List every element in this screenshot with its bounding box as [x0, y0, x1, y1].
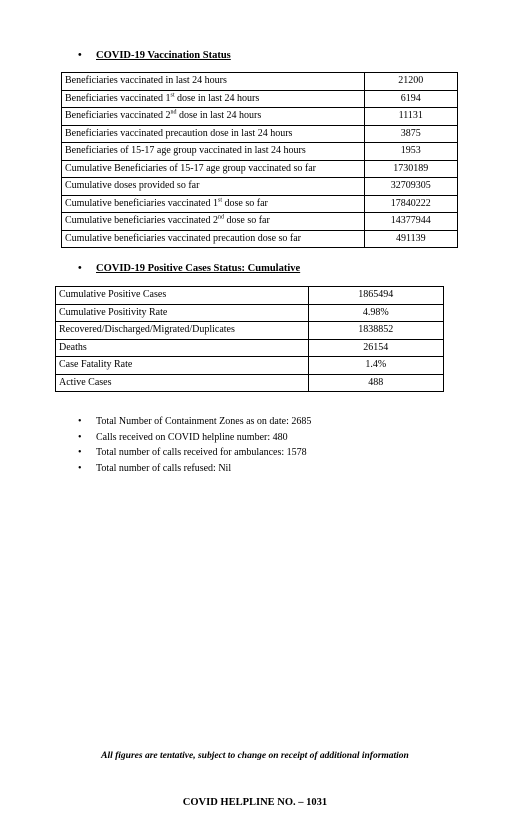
row-value: 488 [308, 374, 443, 392]
bullet-icon: • [78, 431, 82, 443]
bullet-icon: • [78, 447, 82, 458]
table-row [56, 357, 444, 375]
table-row [56, 374, 444, 392]
row-label: Cumulative beneficiaries vaccinated 2nd dose so far [62, 213, 365, 231]
row-value: 1865494 [308, 287, 443, 305]
table-row [62, 160, 458, 178]
row-label: Cumulative Beneficiaries of 15-17 age group vaccinated so far [62, 160, 365, 178]
row-label: Cumulative beneficiaries vaccinated 1st dose so far [62, 195, 365, 213]
row-label: Cumulative beneficiaries vaccinated precaution dose so far [62, 230, 365, 248]
table-row [62, 230, 458, 248]
row-value: 1838852 [308, 322, 443, 340]
footnote: All figures are tentative, subject to change on receipt of additional information [101, 751, 409, 761]
row-label: Beneficiaries vaccinated 2nd dose in last 24 hours [62, 108, 365, 126]
row-label: Deaths [56, 339, 309, 357]
table-row [62, 143, 458, 161]
row-label: Recovered/Discharged/Migrated/Duplicates [56, 322, 309, 340]
row-label: Beneficiaries vaccinated in last 24 hours [62, 73, 365, 91]
row-value: 3875 [364, 125, 457, 143]
row-value: 1953 [364, 143, 457, 161]
table-row [62, 195, 458, 213]
row-label: Beneficiaries of 15-17 age group vaccinated in last 24 hours [62, 143, 365, 161]
bullet-icon: • [78, 416, 82, 427]
list-item: • Total number of calls refused: Nil [78, 461, 311, 477]
positive-cases-table [55, 286, 444, 392]
row-value: 32709305 [364, 178, 457, 196]
table-row [62, 108, 458, 126]
table-row [62, 125, 458, 143]
summary-list [78, 414, 311, 476]
row-value: 14377944 [364, 213, 457, 231]
helpline-number: COVID HELPLINE NO. – 1031 [182, 797, 328, 808]
table-row [62, 73, 458, 91]
table-row [62, 213, 458, 231]
table-row [56, 304, 444, 322]
row-value: 4.98% [308, 304, 443, 322]
row-value: 1730189 [364, 160, 457, 178]
vaccination-heading-text: COVID-19 Vaccination Status [96, 50, 231, 61]
row-label: Case Fatality Rate [56, 357, 309, 375]
positive-cases-heading [78, 263, 300, 274]
list-item: • Calls received on COVID helpline number: 480 [78, 430, 311, 446]
table-row [62, 90, 458, 108]
bullet-icon: • [78, 50, 82, 61]
row-label: Cumulative doses provided so far [62, 178, 365, 196]
table-row [56, 322, 444, 340]
table-row [62, 178, 458, 196]
row-value: 1.4% [308, 357, 443, 375]
row-value: 491139 [364, 230, 457, 248]
row-label: Active Cases [56, 374, 309, 392]
row-label: Cumulative Positivity Rate [56, 304, 309, 322]
row-value: 11131 [364, 108, 457, 126]
row-label: Beneficiaries vaccinated precaution dose in last 24 hours [62, 125, 365, 143]
list-item: • Total Number of Containment Zones as on date: 2685 [78, 414, 311, 430]
row-value: 21200 [364, 73, 457, 91]
row-label: Beneficiaries vaccinated 1st dose in last 24 hours [62, 90, 365, 108]
bullet-icon: • [78, 263, 82, 274]
vaccination-heading [78, 50, 231, 61]
positive-cases-heading-text: COVID-19 Positive Cases Status: Cumulative [96, 263, 301, 274]
table-row [56, 287, 444, 305]
row-value: 6194 [364, 90, 457, 108]
row-value: 17840222 [364, 195, 457, 213]
vaccination-table [61, 72, 458, 248]
row-label: Cumulative Positive Cases [56, 287, 309, 305]
list-item: • Total number of calls received for ambulances: 1578 [78, 445, 311, 461]
table-row [56, 339, 444, 357]
bullet-icon: • [78, 462, 82, 474]
row-value: 26154 [308, 339, 443, 357]
